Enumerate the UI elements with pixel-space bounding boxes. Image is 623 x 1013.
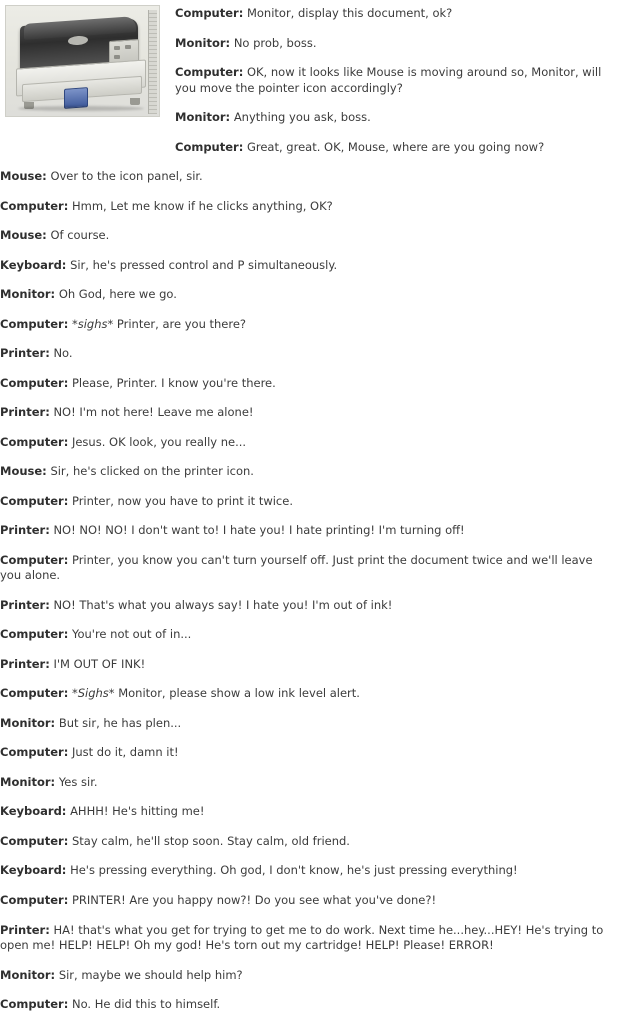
- speaker-label: Monitor:: [0, 774, 56, 789]
- dialogue-text: No prob, boss.: [233, 35, 317, 50]
- dialogue-text: OK, now it looks like Mouse is moving around so, Monitor, will you move the pointer icon accordingly?: [175, 65, 602, 95]
- speaker-label: Computer:: [175, 139, 244, 154]
- dialogue-text: Monitor, display this document, ok?: [246, 6, 453, 20]
- dialogue-line: [0, 598, 615, 614]
- speaker-label: Monitor:: [0, 287, 56, 302]
- dialogue-text: Of course.: [50, 228, 110, 243]
- dialogue-line: [0, 405, 615, 421]
- dialogue-line: [0, 923, 615, 954]
- dialogue-line: [0, 317, 615, 333]
- dialogue-text: No.: [53, 346, 73, 361]
- speaker-label: Printer:: [0, 523, 50, 538]
- dialogue-line: [0, 199, 615, 215]
- dialogue-line: [0, 745, 615, 761]
- speaker-label: Computer:: [0, 997, 69, 1012]
- dialogue-text: Sir, he's clicked on the printer icon.: [50, 464, 254, 479]
- dialogue-line: [175, 110, 615, 126]
- dialogue-line: [0, 523, 615, 539]
- dialogue-line: [0, 346, 615, 362]
- dialogue-text: But sir, he has plen...: [58, 715, 182, 730]
- dialogue-text: Printer, you know you can't turn yourself off. Just print the document twice and we'll leave you alone.: [0, 552, 593, 583]
- dialogue-text: Oh God, here we go.: [58, 287, 177, 302]
- dialogue-line: [0, 435, 615, 451]
- printer-shadow: [18, 106, 144, 111]
- dialogue-line: [0, 804, 615, 820]
- dialogue-text: He's pressing everything. Oh god, I don't know, he's just pressing everything!: [70, 863, 518, 878]
- dialogue-text: Stay calm, he'll stop soon. Stay calm, old friend.: [71, 833, 350, 848]
- speaker-label: Mouse:: [0, 169, 47, 184]
- photo-edge-strip: [148, 10, 157, 114]
- speaker-label: Mouse:: [0, 464, 47, 479]
- speaker-label: Computer:: [0, 552, 69, 567]
- dialogue-text: Printer, now you have to print it twice.: [71, 493, 293, 508]
- speaker-label: Computer:: [175, 6, 244, 20]
- speaker-label: Monitor:: [175, 110, 231, 125]
- dialogue-line: [0, 494, 615, 510]
- printer-button-icon: [125, 45, 131, 49]
- dialogue-line: [175, 6, 615, 22]
- dialogue-text: You're not out of in...: [71, 627, 192, 642]
- speaker-label: Computer:: [0, 627, 69, 642]
- dialogue-line: [175, 140, 615, 156]
- speaker-label: Printer:: [0, 346, 50, 361]
- dialogue-text: Yes sir.: [58, 774, 98, 789]
- dialogue-text: Please, Printer. I know you're there.: [71, 375, 276, 390]
- speaker-label: Computer:: [0, 892, 69, 907]
- dialogue-line: [0, 716, 615, 732]
- dialogue-line: [0, 376, 615, 392]
- speaker-label: Computer:: [175, 65, 244, 80]
- emphasis-text: *sighs*: [71, 316, 114, 331]
- dialogue-text: Over to the icon panel, sir.: [50, 169, 203, 184]
- printer-foot-icon: [130, 98, 140, 105]
- printer-button-icon: [114, 46, 120, 50]
- speaker-label: Keyboard:: [0, 804, 67, 819]
- printer-photo: [5, 5, 160, 117]
- speaker-label: Keyboard:: [0, 863, 67, 878]
- speaker-label: Computer:: [0, 198, 69, 213]
- dialogue-text: NO! NO! NO! I don't want to! I hate you! I hate printing! I'm turning off!: [53, 523, 465, 538]
- dialogue-line: [0, 968, 615, 984]
- dialogue-text: Monitor, please show a low ink level alert.: [114, 686, 360, 701]
- speaker-label: Computer:: [0, 745, 69, 760]
- dialogue-text: PRINTER! Are you happy now?! Do you see what you've done?!: [71, 892, 437, 907]
- speaker-label: Monitor:: [0, 715, 56, 730]
- dialogue-line: [0, 553, 615, 584]
- dialogue-text: NO! I'm not here! Leave me alone!: [53, 405, 254, 420]
- dialogue-line: [0, 464, 615, 480]
- dialogue-text: Sir, maybe we should help him?: [58, 967, 243, 982]
- dialogue-line: [175, 65, 615, 96]
- dialogue-text: Jesus. OK look, you really ne...: [71, 434, 247, 449]
- speaker-label: Printer:: [0, 656, 50, 671]
- dialogue-line: [175, 36, 615, 52]
- speaker-label: Mouse:: [0, 228, 47, 243]
- dialogue-text: NO! That's what you always say! I hate you! I'm out of ink!: [53, 597, 393, 612]
- dialogue-line: [0, 775, 615, 791]
- dialogue-line: [0, 863, 615, 879]
- dialogue-line: [0, 258, 615, 274]
- speaker-label: Computer:: [0, 375, 69, 390]
- speaker-label: Computer:: [0, 434, 69, 449]
- dialogue-text: HA! that's what you get for trying to get me to do work. Next time he...hey...HEY! He's trying to open me! HELP! HELP! Oh my god! He's torn out my cartridge! HELP! Please! ERROR!: [0, 922, 604, 953]
- dialogue-line: [0, 627, 615, 643]
- dialogue-line: [0, 893, 615, 909]
- dialogue-text: Hmm, Let me know if he clicks anything, OK?: [71, 198, 333, 213]
- dialogue-text: Anything you ask, boss.: [233, 110, 371, 125]
- speaker-label: Computer:: [0, 833, 69, 848]
- dialogue-text: Printer, are you there?: [113, 316, 247, 331]
- speaker-label: Printer:: [0, 922, 50, 937]
- speaker-label: Printer:: [0, 597, 50, 612]
- speaker-label: Keyboard:: [0, 257, 67, 272]
- dialogue-line: [0, 287, 615, 303]
- dialogue-text: Sir, he's pressed control and P simultaneously.: [70, 257, 338, 272]
- speaker-label: Computer:: [0, 686, 69, 701]
- dialogue-line: [0, 686, 615, 702]
- speaker-label: Printer:: [0, 405, 50, 420]
- dialogue-line: [0, 169, 615, 185]
- speaker-label: Computer:: [0, 316, 69, 331]
- speaker-label: Monitor:: [175, 35, 231, 50]
- dialogue-text: No. He did this to himself.: [71, 997, 221, 1012]
- printer-button-icon: [114, 55, 120, 59]
- dialogue-text: AHHH! He's hitting me!: [70, 804, 205, 819]
- dialogue-line: [0, 657, 615, 673]
- emphasis-text: *Sighs*: [71, 686, 115, 701]
- dialogue-text: I'M OUT OF INK!: [53, 656, 146, 671]
- speaker-label: Computer:: [0, 493, 69, 508]
- speaker-label: Monitor:: [0, 967, 56, 982]
- dialogue-line: [0, 228, 615, 244]
- dialogue-text: Great, great. OK, Mouse, where are you going now?: [246, 139, 545, 154]
- dialogue-line: [0, 997, 615, 1013]
- dialogue-text: Just do it, damn it!: [71, 745, 179, 760]
- dialogue-line: [0, 834, 615, 850]
